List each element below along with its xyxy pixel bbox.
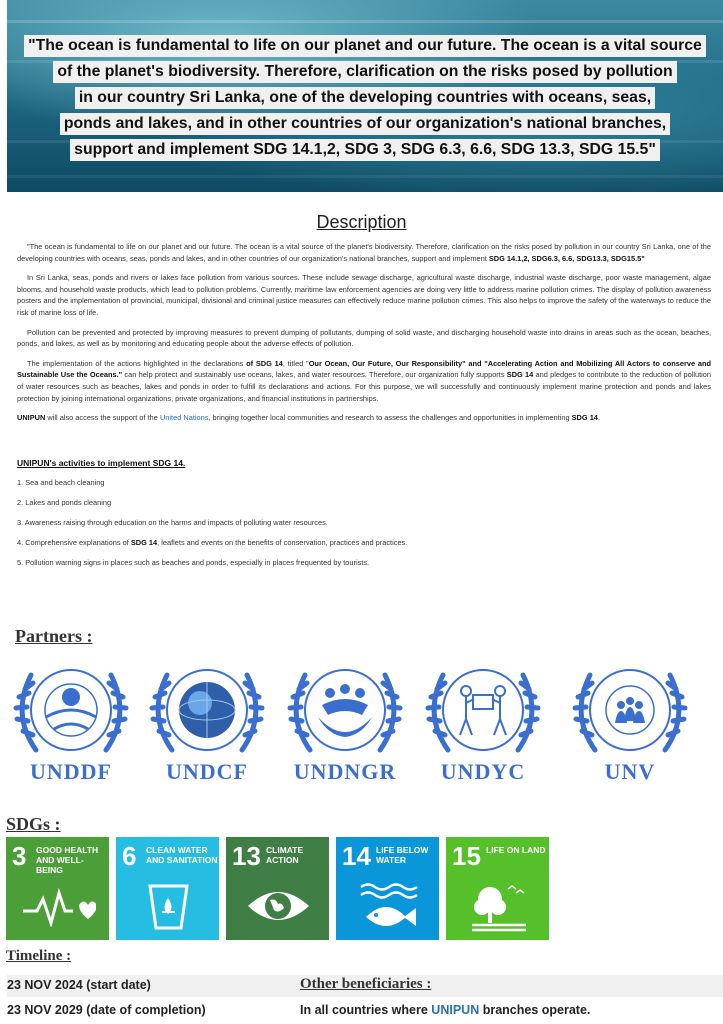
volunteers-icon: [565, 655, 695, 765]
partner-logo-undcf: [142, 655, 272, 785]
paragraph: Pollution can be prevented and protected by improving measures to prevent dumping of pollutants, dumping of solid waste, and discharging household waste into drains in areas such as the ocean, beaches, ponds, and lakes, as well as by monitoring and educating people about the adverse effects of pollution.: [17, 327, 711, 349]
timeline-heading: Timeline :: [6, 948, 72, 964]
partner-logo-undngr: [280, 655, 410, 785]
partner-label: UNV: [604, 759, 656, 784]
united-nations-link[interactable]: United Nations: [159, 413, 209, 423]
hero-line: in our country Sri Lanka, one of the developing countries with oceans, seas,: [75, 87, 655, 109]
description-title: Description: [316, 212, 407, 232]
sdg-15-tile: 15 LIFE ON LAND: [446, 837, 549, 940]
sdg-13-tile: 13 CLIMATE ACTION: [226, 837, 329, 940]
hero-quote: [7, 35, 723, 165]
sdg-6-tile: 6 CLEAN WATER AND SANITATION: [116, 837, 219, 940]
sdg-14-tile: 14 LIFE BELOW WATER: [336, 837, 439, 940]
partner-logo-undyc: [418, 655, 548, 785]
hero-line: of the planet's biodiversity. Therefore, clarification on the risks posed by pollution: [53, 61, 676, 83]
partner-label: UNDYC: [440, 759, 526, 784]
paragraph: The implementation of the actions highlighted in the declarations of SDG 14, titled "Our Ocean, Our Future, Our Responsibility" and "Accelerating Action and Mobilizing All Actors to conserve and Sustainable Use the Oceans." can help protect and sustainably use oceans, lakes, and water resources. Therefore, our organization fully supports SDG 14 and pledges to contribute to the reduction of pollution of water resources such as beaches, lakes and ponds in order to fulfill its declarations and actions. For this purpose, we will successfully and continuously implement marine protection and ponds and lakes protection by joining international organizations, private organizations, and financial institutions in partnerships.: [17, 358, 711, 403]
partner-logo-unv: [565, 655, 695, 785]
list-item: 2. Lakes and ponds cleaning: [17, 498, 112, 507]
partner-logo-unddf: [6, 655, 136, 785]
activities-list: [17, 478, 707, 578]
hero-banner: [7, 0, 723, 192]
list-item: 4. Comprehensive explanations of SDG 14, leaflets and events on the benefits of conservation, practices and practices.: [17, 538, 408, 547]
paragraph: In Sri Lanka, seas, ponds and rivers or lakes face pollution from various sources. These include sewage discharge, agricultural waste discharge, industrial waste discharge, poor waste management, algae blooms, and household waste products, which lead to pollution problems. Currently, maritime law enforcement agencies are doing very little to address marine pollution crimes. The display of pollution awareness posters and the implementation of provincial, municipal, divisional and criminal justice measures can effectively reduce marine pollution crimes. This also helps to improve the safety of the waterways to reduce the risk of marine loss of life.: [17, 273, 711, 317]
water-glass-icon: [146, 882, 191, 932]
sdgs-heading: SDGs :: [6, 814, 61, 834]
list-item: 5. Pollution warning signs in places such as beaches and ponds, especially in places frequented by tourists.: [17, 558, 370, 567]
fish-icon: [356, 879, 421, 934]
beneficiaries-text: In all countries where UNIPUN branches operate.: [300, 1003, 591, 1017]
youth-icon: [418, 655, 548, 765]
un-emblem-icon: [6, 655, 136, 765]
people-hands-icon: [280, 655, 410, 765]
timeline-row: [7, 975, 723, 997]
hero-line: support and implement SDG 14.1,2, SDG 3, SDG 6.3, 6.6, SDG 13.3, SDG 15.5": [70, 139, 660, 161]
partners-heading: Partners :: [15, 626, 93, 646]
partner-label: UNDNGR: [293, 759, 397, 784]
globe-icon: [142, 655, 272, 765]
heartbeat-icon: [21, 887, 96, 927]
description-body: [17, 241, 711, 432]
tree-icon: [468, 879, 530, 934]
beneficiaries-heading: Other beneficiaries :: [300, 976, 432, 992]
sdg-3-tile: 3 GOOD HEALTH AND WELL-BEING: [6, 837, 109, 940]
list-item: 3. Awareness raising through education on the harms and impacts of polluting water resources.: [17, 518, 328, 527]
list-item: 1. Sea and beach cleaning: [17, 478, 105, 487]
partner-label: UNDDF: [30, 759, 112, 784]
partner-label: UNDCF: [166, 759, 248, 784]
start-date: 23 NOV 2024 (start date): [7, 978, 151, 992]
activities-heading: UNIPUN's activities to implement SDG 14.: [17, 458, 186, 468]
hero-line: "The ocean is fundamental to life on our planet and our future. The ocean is a vital source: [24, 35, 706, 57]
hero-line: ponds and lakes, and in other countries of our organization's national branches,: [60, 113, 670, 135]
end-date: 23 NOV 2029 (date of completion): [7, 1003, 206, 1017]
paragraph: UNIPUN will also access the support of the United Nations, bringing together local communities and research to assess the challenges and opportunities in implementing SDG 14.: [17, 413, 600, 423]
eye-earth-icon: [246, 885, 311, 927]
paragraph: "The ocean is fundamental to life on our planet and our future. The ocean is a vital source of the planet's biodiversity. Therefore, clarification on the risks posed by pollution in our country Sri Lanka, one of the developing countries with oceans, seas, ponds and lakes, and in other countries of our organization's national branches, support and implement SDG 14.1,2, SDG6.3, 6.6, SDG13.3, SDG15.5": [17, 242, 711, 263]
